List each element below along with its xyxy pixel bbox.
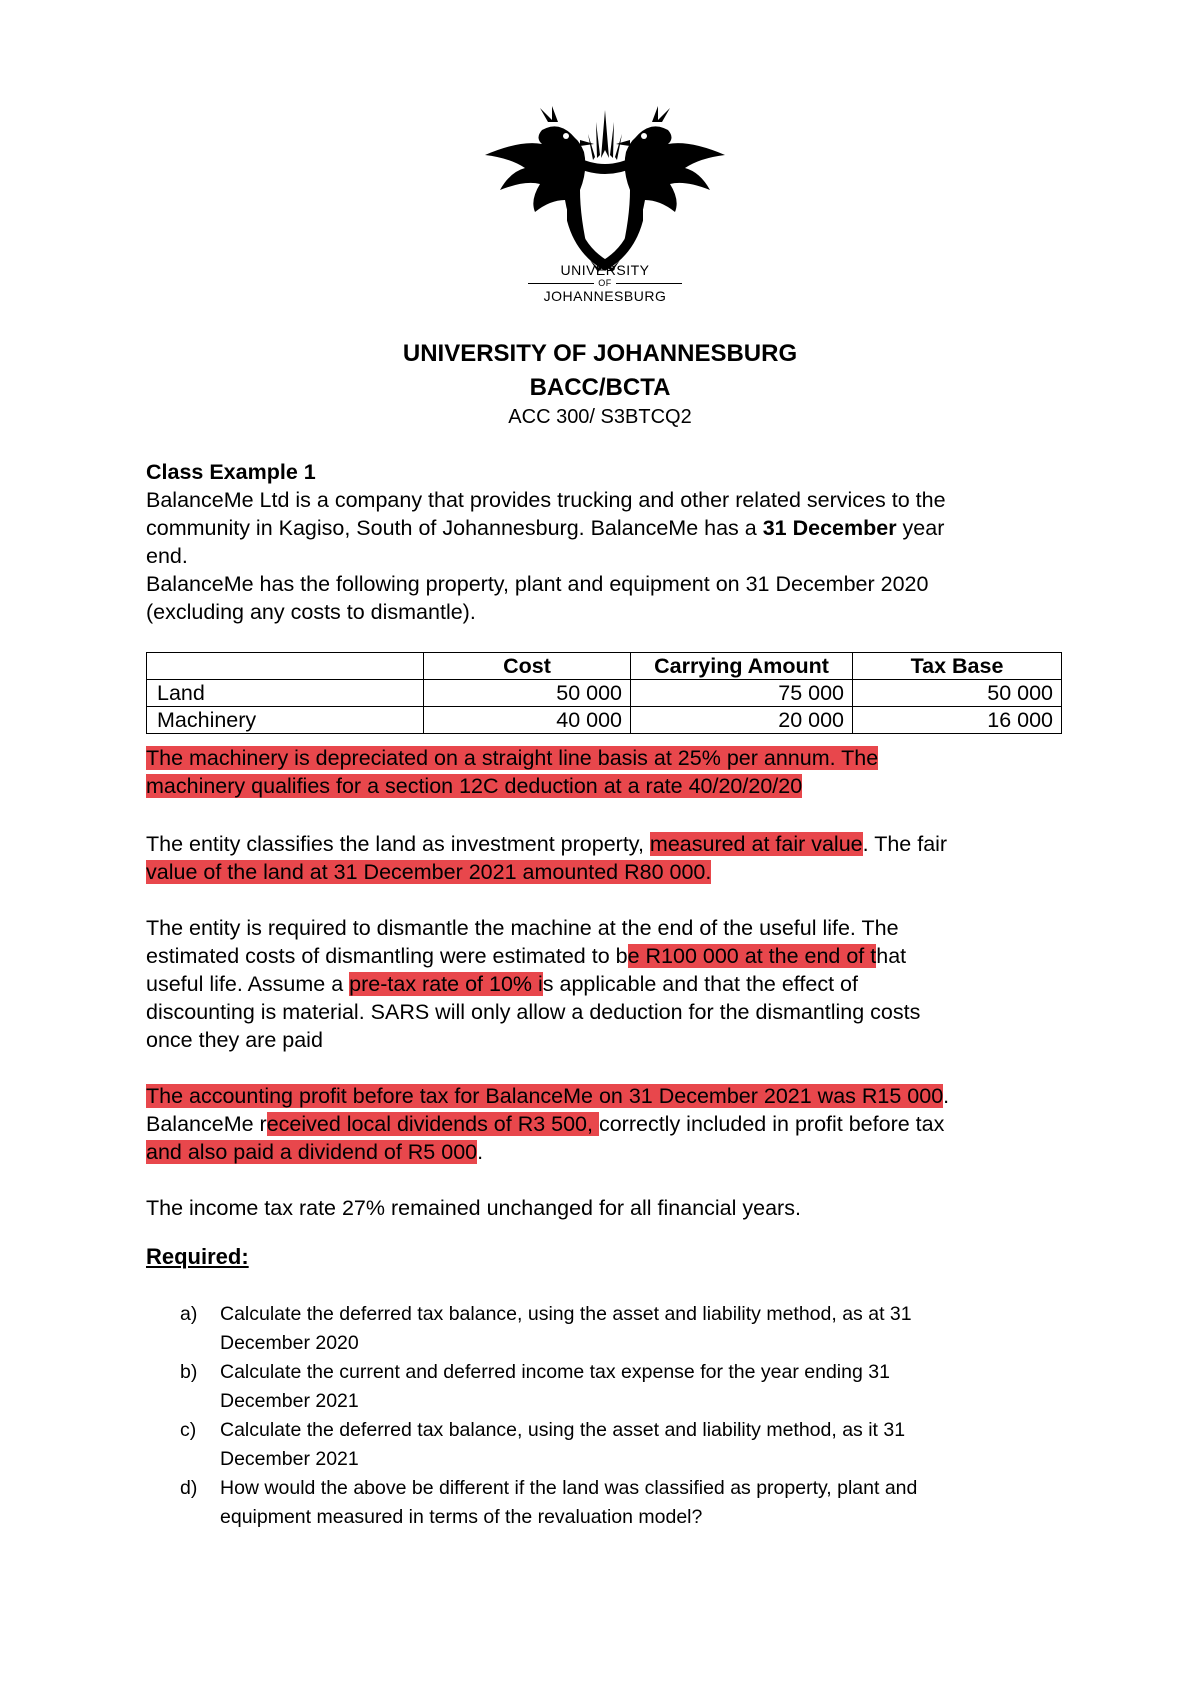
land-line-2 bbox=[146, 858, 1066, 886]
machinery-line-1 bbox=[146, 744, 1066, 772]
highlighted-text: value of the land at 31 December 2021 amounted R80 000. bbox=[146, 860, 712, 884]
table-header-cell: Cost bbox=[424, 653, 631, 680]
list-item-letter: a) bbox=[180, 1303, 198, 1325]
table-cell: Land bbox=[147, 680, 424, 707]
profit-line-1 bbox=[146, 1082, 1066, 1110]
list-item-text: equipment measured in terms of the revaluation model? bbox=[220, 1506, 703, 1528]
document-title: UNIVERSITY OF JOHANNESBURG bbox=[402, 340, 798, 367]
table-header-cell bbox=[147, 653, 424, 680]
highlighted-text: pre-tax rate of 10% i bbox=[349, 972, 543, 996]
dismantle-line-1: The entity is required to dismantle the machine at the end of the useful life. The bbox=[146, 916, 899, 940]
body-text: estimated costs of dismantling were estimated to b bbox=[146, 944, 628, 968]
dismantle-line-3 bbox=[146, 970, 1066, 998]
list-item-text: How would the above be different if the land was classified as property, plant and bbox=[220, 1477, 918, 1499]
ppe-intro-line-1: BalanceMe has the following property, plant and equipment on 31 December 2020 bbox=[146, 572, 929, 596]
dismantle-line-5: once they are paid bbox=[146, 1028, 323, 1052]
list-item bbox=[180, 1300, 1060, 1358]
dismantle-line-2 bbox=[146, 942, 1066, 970]
table-header-cell: Tax Base bbox=[853, 653, 1062, 680]
body-text: correctly included in profit before tax bbox=[598, 1112, 945, 1136]
table-cell: Machinery bbox=[147, 707, 424, 734]
course-code: ACC 300/ S3BTCQ2 bbox=[508, 406, 692, 428]
table-cell: 75 000 bbox=[631, 680, 853, 707]
highlighted-text: and also paid a dividend of R5 000 bbox=[146, 1140, 478, 1164]
document-subtitle: BACC/BCTA bbox=[529, 374, 671, 401]
intro-line-2 bbox=[146, 514, 1066, 542]
body-text: hat bbox=[876, 944, 907, 968]
list-item-letter: b) bbox=[180, 1361, 198, 1383]
list-item bbox=[180, 1416, 1060, 1474]
machinery-line-2 bbox=[146, 772, 1066, 800]
dismantle-line-4: discounting is material. SARS will only allow a deduction for the dismantling costs bbox=[146, 1000, 921, 1024]
list-item-text: December 2020 bbox=[220, 1332, 359, 1354]
table-header-row bbox=[147, 653, 1062, 680]
highlighted-text: measured at fair value bbox=[649, 832, 863, 856]
body-text: BalanceMe r bbox=[146, 1112, 267, 1136]
highlighted-text: machinery qualifies for a section 12C deduction at a rate 40/20/20/20 bbox=[146, 774, 803, 798]
university-wordmark bbox=[520, 262, 690, 304]
example-title: Class Example 1 bbox=[146, 460, 316, 484]
body-text: . The fair bbox=[862, 832, 948, 856]
intro-text: community in Kagiso, South of Johannesburg. BalanceMe has a bbox=[146, 516, 763, 540]
list-item-text: December 2021 bbox=[220, 1448, 359, 1470]
wordmark-of-text: OF bbox=[598, 278, 612, 288]
body-text: . bbox=[943, 1084, 950, 1108]
intro-line-3: end. bbox=[146, 544, 188, 568]
table-cell: 20 000 bbox=[631, 707, 853, 734]
profit-line-3 bbox=[146, 1138, 1066, 1166]
list-item bbox=[180, 1474, 1060, 1532]
intro-line-1: BalanceMe Ltd is a company that provides trucking and other related services to the bbox=[146, 488, 946, 512]
table-cell: 50 000 bbox=[853, 680, 1062, 707]
list-item-text: Calculate the current and deferred income tax expense for the year ending 31 bbox=[220, 1361, 890, 1383]
list-item-text: December 2021 bbox=[220, 1390, 359, 1412]
land-line-1 bbox=[146, 830, 1066, 858]
table-row bbox=[147, 707, 1062, 734]
tax-rate-line: The income tax rate 27% remained unchanged for all financial years. bbox=[146, 1196, 801, 1220]
highlighted-text: e R100 000 at the end of t bbox=[627, 944, 877, 968]
wordmark-line-university: UNIVERSITY bbox=[560, 262, 650, 278]
highlighted-text: The accounting profit before tax for BalanceMe on 31 December 2021 was R15 000 bbox=[146, 1084, 944, 1108]
wordmark-line-of bbox=[520, 278, 690, 288]
required-list bbox=[180, 1300, 1060, 1532]
table-cell: 16 000 bbox=[853, 707, 1062, 734]
list-item-letter: d) bbox=[180, 1477, 198, 1499]
table-cell: 50 000 bbox=[424, 680, 631, 707]
ppe-table bbox=[146, 652, 1062, 734]
body-text: s applicable and that the effect of bbox=[542, 972, 858, 996]
table-cell: 40 000 bbox=[424, 707, 631, 734]
profit-line-2 bbox=[146, 1110, 1066, 1138]
list-item-text: Calculate the deferred tax balance, using the asset and liability method, as at 31 bbox=[220, 1303, 912, 1325]
list-item-text: Calculate the deferred tax balance, using the asset and liability method, as it 31 bbox=[220, 1419, 906, 1441]
highlighted-text: The machinery is depreciated on a straight line basis at 25% per annum. The bbox=[146, 746, 879, 770]
body-text: useful life. Assume a bbox=[146, 972, 350, 996]
body-text: The entity classifies the land as investment property, bbox=[146, 832, 650, 856]
ppe-intro-line-2: (excluding any costs to dismantle). bbox=[146, 600, 476, 624]
body-text: . bbox=[477, 1140, 484, 1164]
year-end-date: 31 December bbox=[762, 516, 897, 540]
table-row bbox=[147, 680, 1062, 707]
intro-text: year bbox=[896, 516, 945, 540]
list-item bbox=[180, 1358, 1060, 1416]
table-header-cell: Carrying Amount bbox=[631, 653, 853, 680]
wordmark-line-johannesburg: JOHANNESBURG bbox=[543, 288, 667, 304]
highlighted-text: eceived local dividends of R3 500, bbox=[266, 1112, 599, 1136]
list-item-letter: c) bbox=[180, 1419, 197, 1441]
required-heading: Required: bbox=[146, 1244, 249, 1269]
